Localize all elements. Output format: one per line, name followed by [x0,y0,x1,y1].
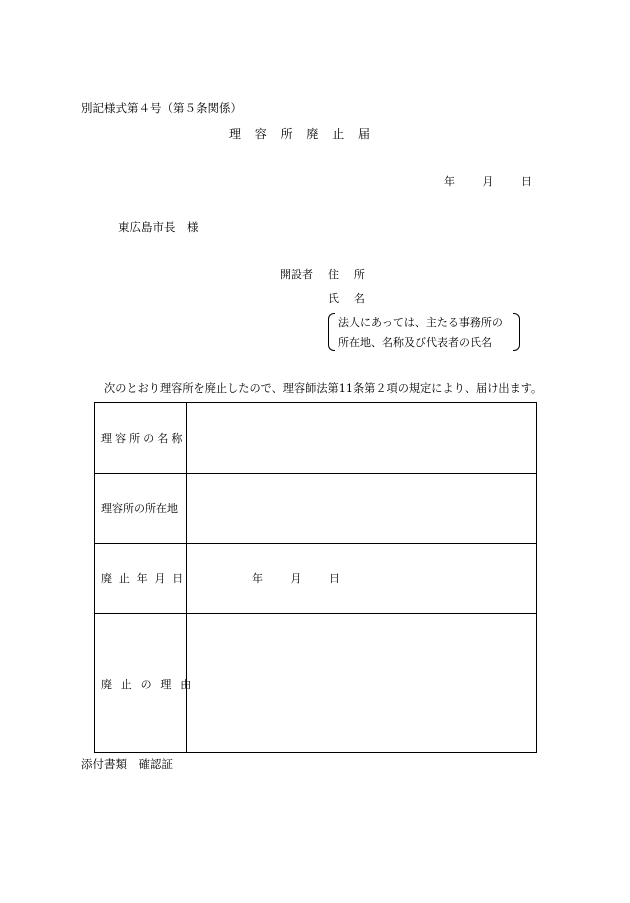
bracket-right [513,313,520,351]
closure-reason-field[interactable] [187,614,536,752]
closure-date-label: 廃止年月日 [101,572,191,585]
corporate-note [328,313,520,351]
table-row-shop-name [95,403,536,474]
submission-date [444,176,532,187]
attachments-line: 添付書類 確認証 [81,757,173,771]
closure-day-label: 日 [329,572,340,585]
bracket-left [328,313,335,351]
name-label: 氏名 [328,292,380,305]
shop-location-field[interactable] [187,474,536,543]
shop-name-field[interactable] [187,403,536,473]
corporate-note-line2: 所在地、名称及び代表者の氏名 [338,336,492,349]
address-label: 住所 [328,268,380,281]
shop-location-label: 理容所の所在地 [101,502,178,515]
form-table [94,402,537,753]
closure-year-label: 年 [252,572,263,585]
date-year-label: 年 [444,175,455,188]
label-cell [95,403,187,473]
date-month-label: 月 [482,175,494,188]
label-cell [95,474,187,543]
table-row-closure-reason [95,614,536,752]
recipient: 東広島市長 様 [118,220,199,234]
label-cell [95,544,191,613]
closure-date-field[interactable] [187,544,536,613]
date-day-label: 日 [521,175,532,188]
shop-name-label: 理容所の名称 [101,432,186,445]
document-title: 理容所廃止届 [229,127,384,141]
label-cell [95,614,200,752]
closure-reason-label: 廃止の理由 [101,678,200,691]
table-row-shop-location [95,474,536,544]
intro-statement: 次のとおり理容所を廃止したので、理容師法第11条第２項の規定により、届け出ます。 [104,382,543,395]
opener-label: 開設者 [280,268,313,281]
table-row-closure-date [95,544,536,614]
corporate-note-line1: 法人にあっては、主たる事務所の [338,316,503,329]
closure-month-label: 月 [290,572,302,585]
form-number: 別記様式第４号（第５条関係） [81,101,242,115]
